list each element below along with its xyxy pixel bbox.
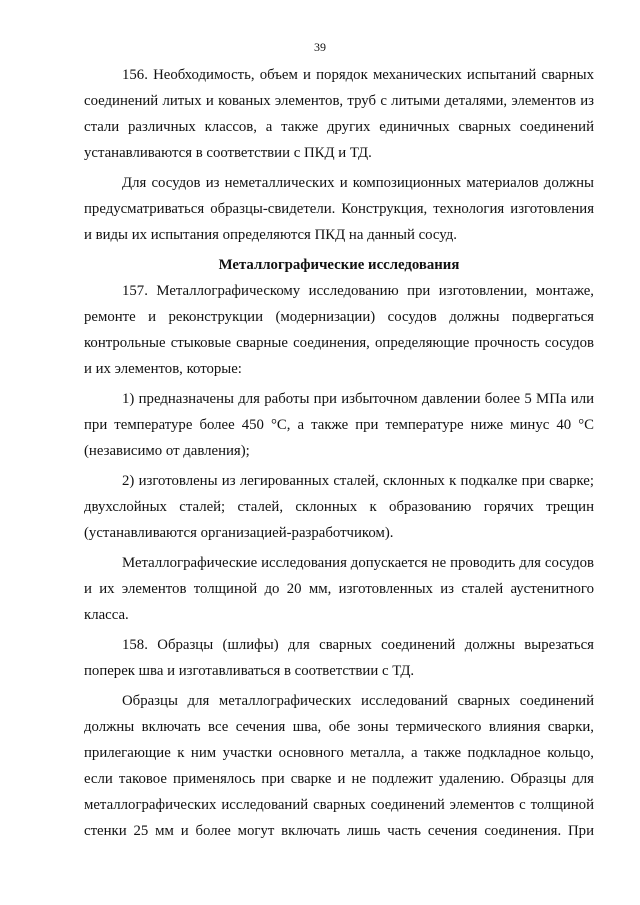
paragraph-157	[84, 278, 594, 382]
text-line: Металлографические исследования допускается не проводить для сосудов	[122, 555, 594, 571]
text-line: если таковое применялось при сварке и не подлежит удалению. Образцы для	[84, 771, 594, 787]
text-line: 2) изготовлены из легированных сталей, склонных к подкалке при сварке;	[122, 473, 594, 489]
section-heading: Металлографические исследования	[218, 257, 460, 273]
document-body	[84, 62, 594, 848]
text-line: стали различных классов, а также других единичных сварных соединений	[84, 119, 594, 135]
text-line: 1) предназначены для работы при избыточном давлении более 5 МПа или	[122, 391, 594, 407]
text-line: (устанавливаются организацией-разработчиком).	[84, 525, 394, 541]
list-item-2	[84, 468, 594, 546]
paragraph-158	[84, 632, 594, 684]
text-line: и виды их испытания определяются ПКД на данный сосуд.	[84, 227, 457, 243]
text-line: стенки 25 мм и более могут включать лишь часть сечения соединения. При	[84, 823, 594, 839]
text-line: поперек шва и изготавливаться в соответствии с ТД.	[84, 663, 415, 679]
text-line: класса.	[84, 607, 129, 623]
list-item-1	[84, 386, 594, 464]
text-line: (независимо от давления);	[84, 443, 250, 459]
paragraph-samples-requirements	[84, 688, 594, 844]
text-line: 157. Металлографическому исследованию при изготовлении, монтаже,	[122, 283, 594, 299]
text-line: соединений литых и кованых элементов, труб с литыми деталями, элементов из	[84, 93, 594, 109]
text-line: предусматриваться образцы-свидетели. Конструкция, технология изготовления	[84, 201, 594, 217]
text-line: ремонте и реконструкции (модернизации) сосудов должны подвергаться	[84, 309, 594, 325]
text-line: должны включать все сечения шва, обе зоны термического влияния сварки,	[84, 719, 594, 735]
text-line: прилегающие к ним участки основного металла, а также подкладное кольцо,	[84, 745, 594, 761]
text-line: 156. Необходимость, объем и порядок механических испытаний сварных	[122, 67, 594, 83]
text-line: 158. Образцы (шлифы) для сварных соединений должны вырезаться	[122, 637, 594, 653]
text-line: Для сосудов из неметаллических и композиционных материалов должны	[122, 175, 594, 191]
paragraph-156	[84, 62, 594, 166]
text-line: Образцы для металлографических исследований сварных соединений	[122, 693, 594, 709]
page-number: 39	[314, 40, 326, 54]
text-line: и их элементов, которые:	[84, 361, 242, 377]
text-line: металлографических исследований сварных соединений элементов с толщиной	[84, 797, 594, 813]
paragraph-austenitic-exception	[84, 550, 594, 628]
text-line: при температуре более 450 °С, а также при температуре ниже минус 40 °С	[84, 417, 594, 433]
text-line: контрольные стыковые сварные соединения, определяющие прочность сосудов	[84, 335, 594, 351]
text-line: и их элементов толщиной до 20 мм, изготовленных из сталей аустенитного	[84, 581, 594, 597]
paragraph-composite-vessels	[84, 170, 594, 248]
text-line: устанавливаются в соответствии с ПКД и ТД.	[84, 145, 372, 161]
text-line: двухслойных сталей; сталей, склонных к образованию горячих трещин	[84, 499, 594, 515]
